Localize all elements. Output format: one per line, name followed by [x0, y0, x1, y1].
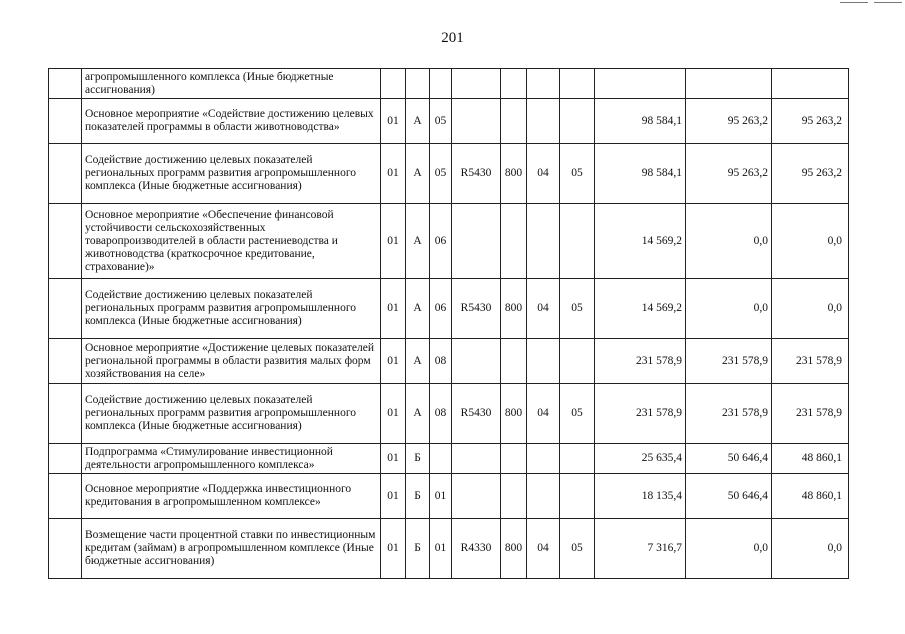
subprogram-code: А — [406, 384, 430, 444]
amount-year-3: 0,0 — [772, 519, 849, 579]
row-number-cell — [49, 384, 82, 444]
expense-type-code — [501, 474, 527, 519]
amount-year-1: 231 578,9 — [595, 339, 686, 384]
subprogram-code: А — [406, 99, 430, 144]
program-code: 01 — [381, 474, 406, 519]
direction-code: R5430 — [452, 279, 501, 339]
measure-code: 06 — [430, 279, 452, 339]
direction-code — [452, 339, 501, 384]
measure-code: 08 — [430, 384, 452, 444]
amount-year-2: 95 263,2 — [686, 99, 772, 144]
table-row — [49, 444, 849, 474]
program-code: 01 — [381, 444, 406, 474]
amount-year-1: 14 569,2 — [595, 204, 686, 279]
direction-code — [452, 444, 501, 474]
row-number-cell — [49, 279, 82, 339]
subprogram-code: А — [406, 204, 430, 279]
direction-code — [452, 69, 501, 99]
amount-year-2: 50 646,4 — [686, 474, 772, 519]
section-code — [527, 204, 560, 279]
row-number-cell — [49, 204, 82, 279]
item-name: Основное мероприятие «Достижение целевых показателей региональной программы в области развития малых форм хозяйствования на селе» — [82, 339, 381, 384]
measure-code: 01 — [430, 519, 452, 579]
budget-table — [48, 68, 849, 579]
table-row — [49, 99, 849, 144]
table-row — [49, 384, 849, 444]
subsection-code — [560, 339, 595, 384]
section-code: 04 — [527, 279, 560, 339]
table-row — [49, 204, 849, 279]
item-name: Основное мероприятие «Поддержка инвестиционного кредитования в агропромышленном комплексе» — [82, 474, 381, 519]
measure-code: 05 — [430, 99, 452, 144]
program-code: 01 — [381, 144, 406, 204]
amount-year-2: 0,0 — [686, 204, 772, 279]
direction-code: R5430 — [452, 144, 501, 204]
expense-type-code: 800 — [501, 279, 527, 339]
item-name: Возмещение части процентной ставки по инвестиционным кредитам (займам) в агропромышленном комплексе (Иные бюджетные ассигнования) — [82, 519, 381, 579]
program-code: 01 — [381, 384, 406, 444]
item-name: Основное мероприятие «Обеспечение финансовой устойчивости сельскохозяйственных товаропроизводителей в области растениеводства и животноводства (краткосрочное кредитование, страхование)» — [82, 204, 381, 279]
section-code: 04 — [527, 144, 560, 204]
program-code: 01 — [381, 339, 406, 384]
section-code — [527, 339, 560, 384]
subsection-code: 05 — [560, 279, 595, 339]
page-number: 201 — [441, 30, 464, 46]
row-number-cell — [49, 474, 82, 519]
subprogram-code: А — [406, 279, 430, 339]
amount-year-1: 14 569,2 — [595, 279, 686, 339]
subprogram-code: Б — [406, 474, 430, 519]
subprogram-code: А — [406, 339, 430, 384]
section-code — [527, 99, 560, 144]
item-name: Подпрограмма «Стимулирование инвестиционной деятельности агропромышленного комплекса» — [82, 444, 381, 474]
expense-type-code — [501, 444, 527, 474]
amount-year-1: 7 316,7 — [595, 519, 686, 579]
row-number-cell — [49, 444, 82, 474]
section-code: 04 — [527, 519, 560, 579]
amount-year-3: 231 578,9 — [772, 384, 849, 444]
amount-year-2: 95 263,2 — [686, 144, 772, 204]
expense-type-code — [501, 69, 527, 99]
program-code: 01 — [381, 519, 406, 579]
amount-year-3: 95 263,2 — [772, 144, 849, 204]
row-number-cell — [49, 69, 82, 99]
row-number-cell — [49, 99, 82, 144]
direction-code — [452, 99, 501, 144]
measure-code: 01 — [430, 474, 452, 519]
table-row — [49, 474, 849, 519]
item-name: Содействие достижению целевых показателей региональных программ развития агропромышленного комплекса (Иные бюджетные ассигнования) — [82, 279, 381, 339]
amount-year-2 — [686, 69, 772, 99]
subsection-code: 05 — [560, 519, 595, 579]
section-code: 04 — [527, 384, 560, 444]
amount-year-1: 231 578,9 — [595, 384, 686, 444]
amount-year-3: 48 860,1 — [772, 444, 849, 474]
item-name: Содействие достижению целевых показателей региональных программ развития агропромышленного комплекса (Иные бюджетные ассигнования) — [82, 144, 381, 204]
row-number-cell — [49, 519, 82, 579]
subsection-code — [560, 204, 595, 279]
direction-code: R5430 — [452, 384, 501, 444]
expense-type-code: 800 — [501, 519, 527, 579]
subsection-code: 05 — [560, 144, 595, 204]
amount-year-3: 95 263,2 — [772, 99, 849, 144]
section-code — [527, 69, 560, 99]
subsection-code — [560, 69, 595, 99]
subsection-code — [560, 444, 595, 474]
subprogram-code: А — [406, 144, 430, 204]
table-row — [49, 69, 849, 99]
program-code — [381, 69, 406, 99]
amount-year-1: 98 584,1 — [595, 144, 686, 204]
subsection-code — [560, 99, 595, 144]
table-row — [49, 279, 849, 339]
amount-year-2: 231 578,9 — [686, 339, 772, 384]
amount-year-2: 0,0 — [686, 519, 772, 579]
expense-type-code — [501, 204, 527, 279]
subprogram-code: Б — [406, 519, 430, 579]
item-name: Содействие достижению целевых показателей региональных программ развития агропромышленного комплекса (Иные бюджетные ассигнования) — [82, 384, 381, 444]
measure-code — [430, 69, 452, 99]
measure-code: 05 — [430, 144, 452, 204]
table-row — [49, 144, 849, 204]
measure-code: 08 — [430, 339, 452, 384]
row-number-cell — [49, 339, 82, 384]
measure-code — [430, 444, 452, 474]
expense-type-code: 800 — [501, 384, 527, 444]
table-row — [49, 339, 849, 384]
amount-year-3: 48 860,1 — [772, 474, 849, 519]
amount-year-1: 18 135,4 — [595, 474, 686, 519]
direction-code: R4330 — [452, 519, 501, 579]
amount-year-1: 25 635,4 — [595, 444, 686, 474]
subprogram-code: Б — [406, 444, 430, 474]
expense-type-code — [501, 339, 527, 384]
expense-type-code: 800 — [501, 144, 527, 204]
item-name: Основное мероприятие «Содействие достижению целевых показателей программы в области животноводства» — [82, 99, 381, 144]
amount-year-3: 231 578,9 — [772, 339, 849, 384]
amount-year-3 — [772, 69, 849, 99]
measure-code: 06 — [430, 204, 452, 279]
program-code: 01 — [381, 99, 406, 144]
direction-code — [452, 204, 501, 279]
amount-year-1 — [595, 69, 686, 99]
program-code: 01 — [381, 279, 406, 339]
scan-mark — [840, 2, 868, 3]
amount-year-3: 0,0 — [772, 279, 849, 339]
item-name: агропромышленного комплекса (Иные бюджетные ассигнования) — [82, 69, 381, 99]
direction-code — [452, 474, 501, 519]
amount-year-2: 231 578,9 — [686, 384, 772, 444]
amount-year-2: 0,0 — [686, 279, 772, 339]
row-number-cell — [49, 144, 82, 204]
subsection-code — [560, 474, 595, 519]
amount-year-2: 50 646,4 — [686, 444, 772, 474]
section-code — [527, 474, 560, 519]
table-row — [49, 519, 849, 579]
subprogram-code — [406, 69, 430, 99]
amount-year-3: 0,0 — [772, 204, 849, 279]
program-code: 01 — [381, 204, 406, 279]
subsection-code: 05 — [560, 384, 595, 444]
scan-mark — [874, 2, 902, 3]
section-code — [527, 444, 560, 474]
expense-type-code — [501, 99, 527, 144]
amount-year-1: 98 584,1 — [595, 99, 686, 144]
